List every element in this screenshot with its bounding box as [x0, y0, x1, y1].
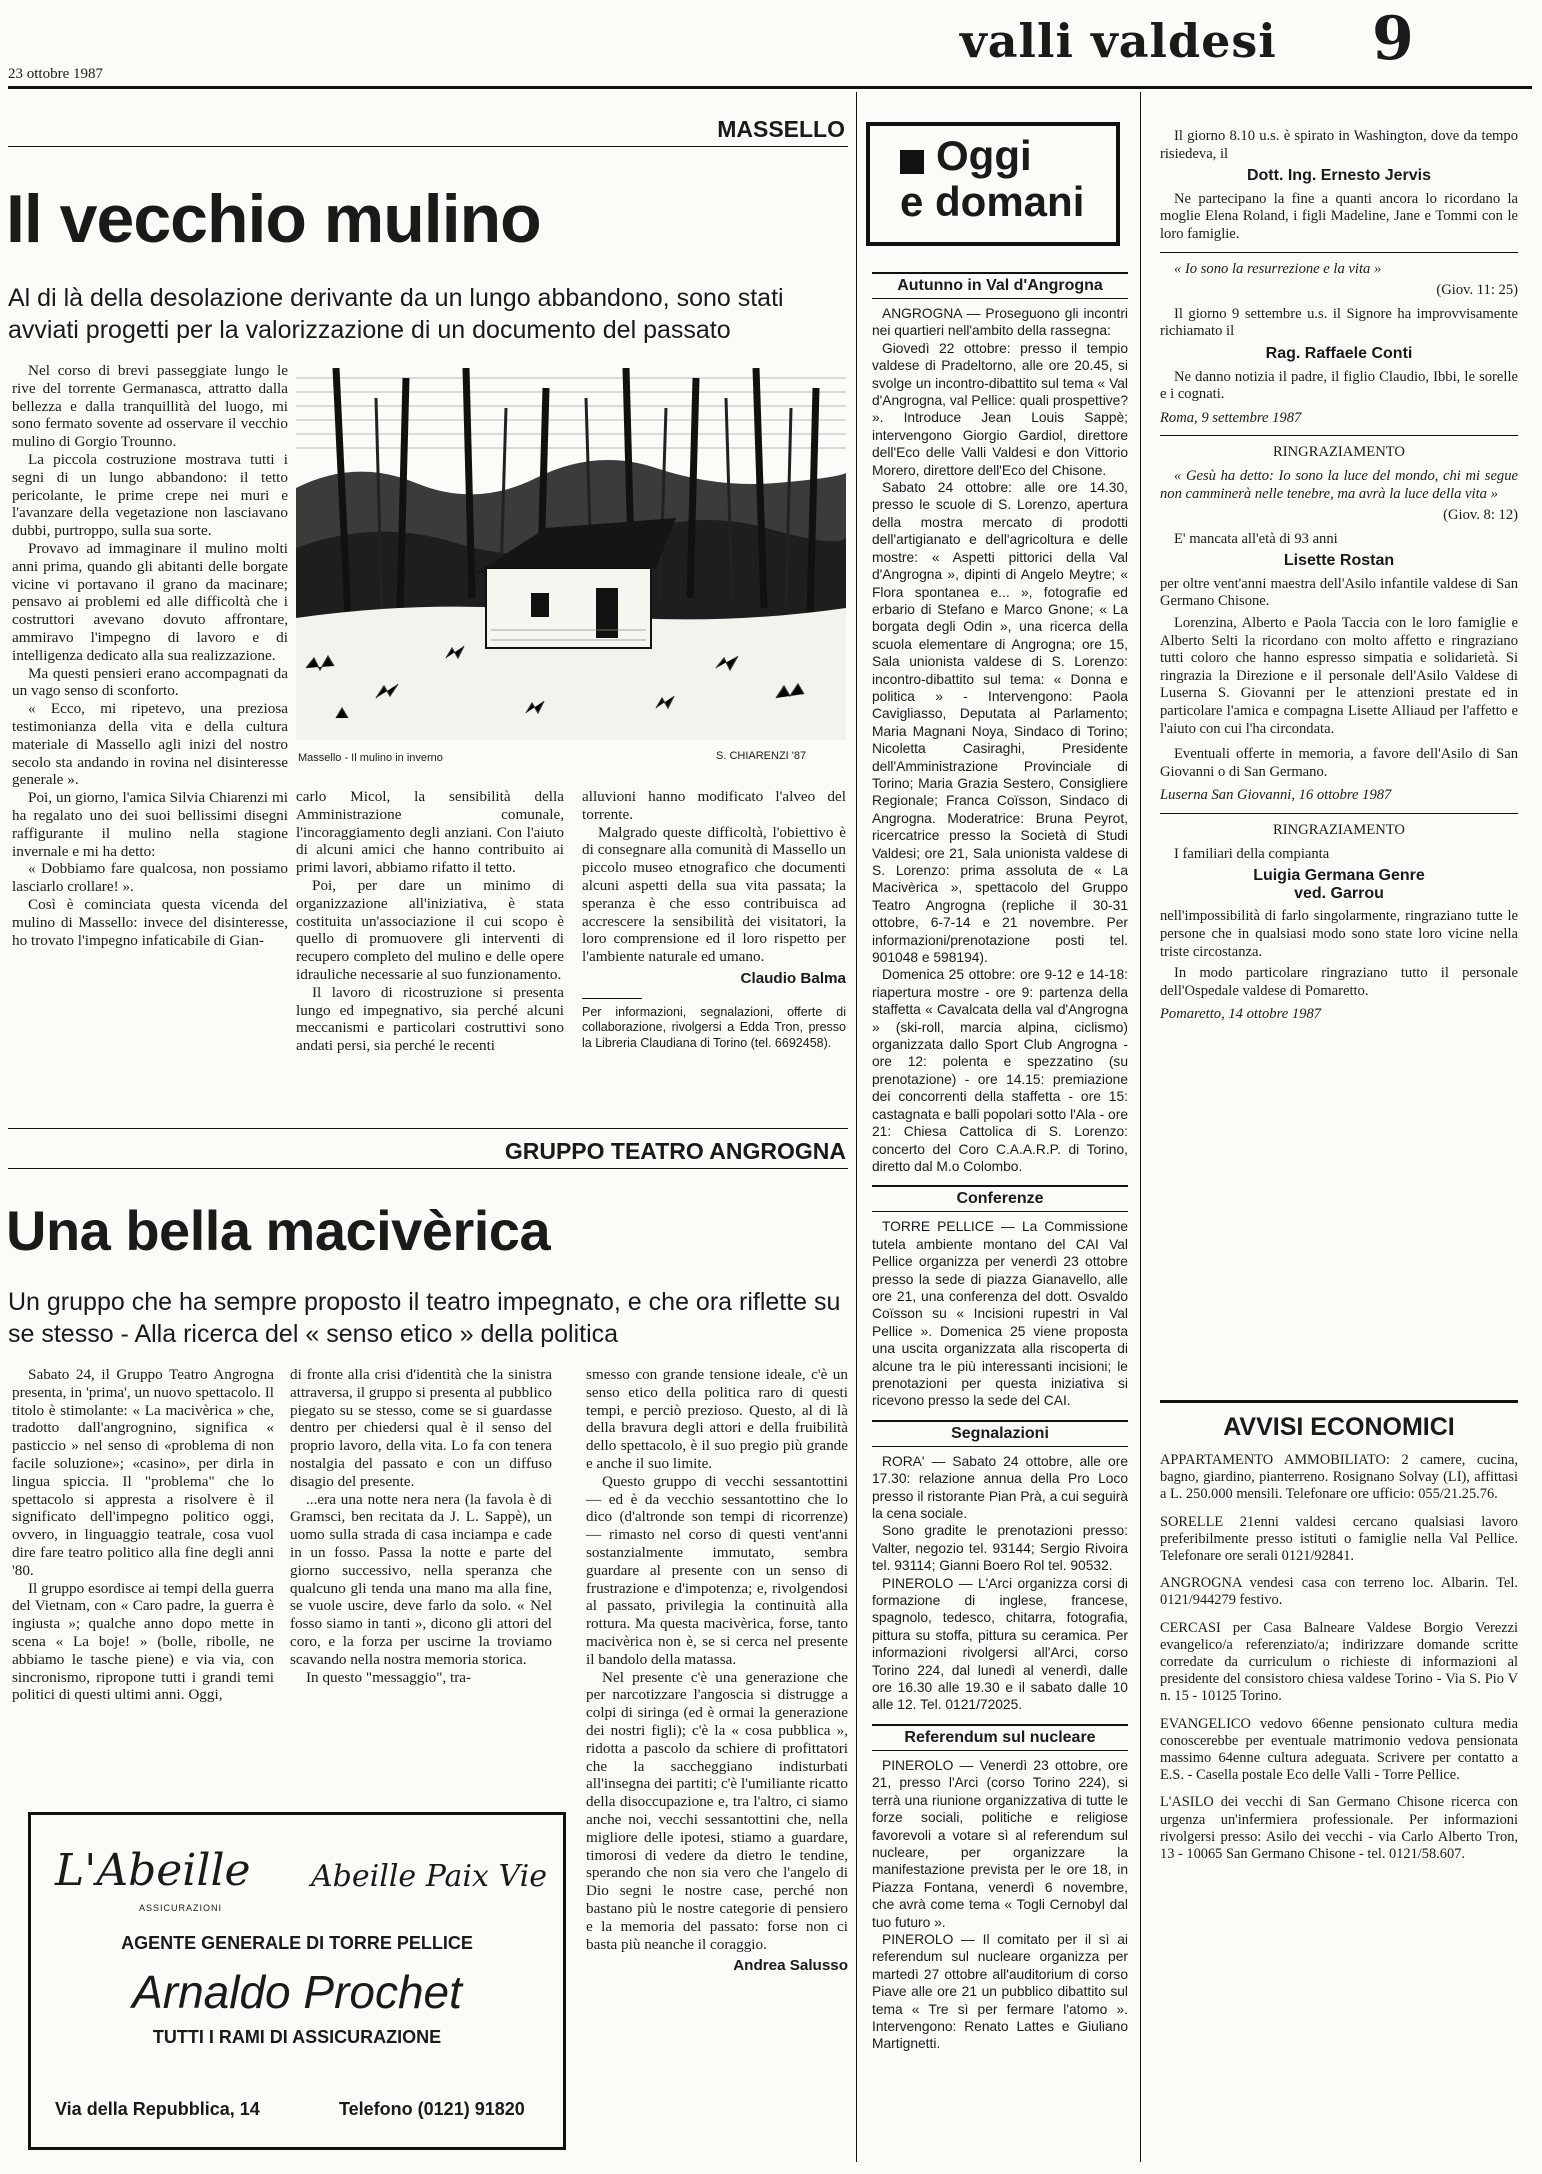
- notice4-text2: nell'impossibilità di farlo singolarmente, ringraziano tutte le persone che in qualsiasi modo sono state loro vicine nella triste circostanza.: [1160, 908, 1518, 960]
- classified-item: ANGROGNA vendesi casa con terreno loc. Albarin. Tel. 0121/944279 festivo.: [1160, 1575, 1518, 1609]
- paragraph: La piccola costruzione mostrava tutti i segni di un lungo abbandono: il tetto pericolante, le prime crepe nei muri e l'avanzare della vegetazione non lasciavano dubbi, purtroppo, sulla sua sorte.: [12, 450, 288, 540]
- paragraph: Sabato 24, il Gruppo Teatro Angrogna presenta, in 'prima', un nuovo spettacolo. Il titolo è stimolante: « La macivèrica » che, tradotto dall'angrognino, significa « pasticcio » nel senso di «problema di non facile soluzione»; «casino», per dirla in lingua spiccia. Il "problema" che lo spettacolo si appresta a risolvere è il significato dell'impegno politico oggi, ovvero, in linguaggio teatrale, cosa vuol dire fare teatro politico alla fine degli anni '80.: [12, 1366, 274, 1579]
- paper-title: valli valdesi: [960, 14, 1277, 68]
- notice2-quote: « Io sono la resurrezione e la vita »: [1174, 260, 1382, 277]
- classifieds-top-rule: [1160, 1400, 1518, 1403]
- agent-address: Via della Repubblica, 14: [55, 2099, 260, 2119]
- event-item: PINEROLO — Il comitato per il sì ai referendum sul nucleare organizza per martedì 27 ottobre all'auditorium di corso Piave alle ore 21 un pubblico dibattito sul tema « Tre sì per fermare l'atomo ». Intervengono: Renato Lattes e Giuliano Martignetti.: [872, 1931, 1128, 2052]
- event-item: Domenica 25 ottobre: ore 9-12 e 14-18: riapertura mostre - ore 9: partenza della staffetta « Cavalcata della val d'Angrogna » (ski-roll, marcia alpina, ciclismo) organizzata dallo Sport Club Angrogna - ore 12: polenta e spezzatino (su prenotazione) - ore 14.15: premiazione dei concorrenti della staffetta - ore 15: castagnata e balli popolari sotto l'Ala - ore 21: Chiesa Cattolica di S. Lorenzo: concerto del Coro C.A.A.R.P. di Torino, diretto dal M.o Colombo.: [872, 967, 1128, 1174]
- event-item: PINEROLO — Venerdì 23 ottobre, ore 21, presso l'Arci (corso Torino 224), si terrà una riunione organizzativa di tutte le forze sociali, politiche e religiose favorevoli a votare sì al referendum sul nucleare, per organizzare la manifestazione prevista per le ore 18, in Piazza Fontana, venerdì 6 novembre, che avrà come tema « Togli Cernobyl dal tuo futuro ».: [872, 1757, 1128, 1930]
- notice4-text3: In modo particolare ringraziano tutto il personale dell'Ospedale valdese di Pomaretto.: [1160, 965, 1518, 999]
- mill-illustration: [296, 368, 846, 768]
- paragraph: di fronte alla crisi d'identità che la sinistra attraversa, il gruppo si presenta al pubblico piegato su se stesso, come se si guardasse dentro per chiedersi qual è il senso del proprio lavoro, della vita. Lo fa con tenera nostalgia del passato e con un diffuso disagio del presente.: [290, 1366, 552, 1490]
- masthead-rule: [8, 86, 1532, 89]
- notices-column: [1160, 128, 1518, 1030]
- classifieds-list: [1160, 1452, 1518, 1863]
- paragraph: Ma questi pensieri erano accompagnati da un vago senso di sconforto.: [12, 664, 288, 700]
- section-head-referendum: Referendum sul nucleare: [872, 1724, 1128, 1751]
- notice-divider: [1160, 435, 1518, 436]
- notice4-name2: ved. Garrou: [1294, 884, 1384, 902]
- notice1-text: Il giorno 8.10 u.s. è spirato in Washington, dove da tempo risiedeva, il: [1160, 128, 1518, 162]
- paragraph: carlo Micol, la sensibilità della Amministrazione comunale, l'incoraggiamento degli anziani. Con l'aiuto di alcuni amici che hanno contribuito ai primi lavori, abbiamo rifatto il tetto.: [296, 788, 564, 877]
- classified-item: CERCASI per Casa Balneare Valdese Borgio Verezzi evangelico/a referenziato/a; indirizzare domande scritte corredate da curriculum o richieste di informazioni al presidente del consistoro chiesa valdese Torino - Via S. Pio V n. 15 - 10125 Torino.: [1160, 1619, 1518, 1705]
- notice-divider: [1160, 252, 1518, 253]
- notice4-place: Pomaretto, 14 ottobre 1987: [1160, 1006, 1322, 1023]
- article1-kicker-rule: [8, 146, 848, 147]
- article2-title: Una bella macivèrica: [6, 1199, 551, 1262]
- agent-services: TUTTI I RAMI DI ASSICURAZIONE: [152, 2027, 442, 2047]
- paragraph: « Dobbiamo fare qualcosa, non possiamo lasciarlo crollare! ».: [12, 860, 288, 896]
- event-item: ANGROGNA — Proseguono gli incontri nei quartieri nell'ambito della rassegna:: [872, 306, 1128, 339]
- article2-kicker: GRUPPO TEATRO ANGROGNA: [504, 1138, 846, 1164]
- note-rule: [582, 998, 642, 999]
- article2-col2: [290, 1366, 552, 1686]
- classified-item: SORELLE 21enni valdesi cercano qualsiasi lavoro preferibilmente presso istituti o famiglie nella Val Pellice. Telefonare ore serali 0121/92841.: [1160, 1513, 1518, 1565]
- paragraph: Questo gruppo di vecchi sessantottini — ed è da vecchio sessantottino che lo dico (d'altronde son tempi di ricorrenze) — rimasto nel corso di questi vent'anni sostanzialmente immutato, sembra guardare al presente con un senso di frustrazione e d'impotenza; e, rivolgendosi al passato, privilegia la continuità alla rottura. Ma questa macivèrica, forse, tanto macivèrica non è, se si cerca nel presente il bandolo della matassa.: [586, 1472, 848, 1668]
- notice2-ref: (Giov. 11: 25): [1436, 282, 1518, 299]
- article1-col1: [12, 362, 288, 949]
- paragraph: Il gruppo esordisce ai tempi della guerra del Vietnam, con « Caro padre, la guerra è ingiusta »; qualche anno dopo mette in scena « La boje! » (bolle, ribolle, ne abbiamo le tasche piene) e via via, con sincronismo, ripropone tutti i grandi temi politici di questi ultimi anni. Oggi,: [12, 1579, 274, 1704]
- paragraph: alluvioni hanno modificato l'alveo del torrente.: [582, 788, 846, 823]
- column-rule: [856, 92, 857, 2162]
- paragraph: Poi, un giorno, l'amica Silvia Chiarenzi mi ha regalato uno dei suoi bellissimi disegni raffigurante il mulino nella stagione invernale e mi ha detto:: [12, 789, 288, 860]
- events-title-2: e domani: [900, 178, 1085, 225]
- paragraph: « Ecco, mi ripetevo, una preziosa testimonianza della vita e della cultura materiale di Massello agli inizi del nostro secolo sta andando in rovina nel disinteresse generale ».: [12, 700, 288, 789]
- classified-item: EVANGELICO vedovo 66enne pensionato cultura media conoscerebbe per eventuale matrimonio vedova pensionata massimo 64enne cultura adeguata. Scrivere per contatto a E.S. - Casella postale Eco delle Valli - Torre Pellice.: [1160, 1715, 1518, 1784]
- illustration-signature: S. CHIARENZI '87: [716, 750, 807, 762]
- page-number: 9: [1372, 4, 1414, 74]
- notice4-name1: Luigia Germana Genre: [1253, 867, 1425, 885]
- section-segnalazioni: [872, 1453, 1128, 1714]
- article2-kicker-rule: [8, 1168, 848, 1169]
- notice3-text3: Lorenzina, Alberto e Paola Taccia con le loro famiglie e Alberto Selti la ricordano con molto affetto e ringraziano tutti coloro che hanno espresso simpatia e solidarietà. Si ringrazia la Direzione e il personale dell'Asilo Valdese di Luserna S. Giovanni per le attenzioni prestate ed in particolare l'amica e compagna Lisette Alliaud per l'affetto e l'aiuto con cui l'ha circondata.: [1160, 615, 1518, 737]
- section-referendum: [872, 1757, 1128, 2053]
- notice3-text2: per oltre vent'anni maestra dell'Asilo infantile valdese di San Germano Chisone.: [1160, 575, 1518, 610]
- column-rule-2: [1140, 92, 1141, 2162]
- notice3-text4: Eventuali offerte in memoria, a favore dell'Asilo di San Giovanni o di San Germano.: [1160, 746, 1518, 780]
- notice3-text: E' mancata all'età di 93 anni: [1174, 530, 1338, 547]
- paragraph: Provavo ad immaginare il mulino molti anni prima, quando gli abitanti delle borgate vicine vi portavano il grano da macinare; pensavo ai problemi ed alle difficoltà che i costruttori avevano dovuto affrontare, ammiravo l'impegno di lavoro e di intelligenza dedicato alla sua realizzazione.: [12, 539, 288, 664]
- box-square-icon: [900, 150, 924, 174]
- agent-line: AGENTE GENERALE DI TORRE PELLICE: [121, 1933, 473, 1953]
- notice4-text: I familiari della compianta: [1174, 845, 1330, 862]
- notice-divider: [1160, 813, 1518, 814]
- article1-col2: [296, 788, 564, 1055]
- article1-kicker: MASSELLO: [717, 116, 845, 142]
- event-item: TORRE PELLICE — La Commissione tutela ambiente montano del CAI Val Pellice organizza per venerdì 23 ottobre presso la sede di piazza Gianavello, alle ore 21, una conferenza del dott. Osvaldo Coïsson su « Incisioni rupestri in Val Pellice ». Domenica 25 viene proposta una uscita organizzata alla riscoperta di alcune tra le più interessanti incisioni; le prenotazioni per questa iniziativa si ricevono presso la sede del CAI.: [872, 1219, 1128, 1409]
- notice2-text2: Ne danno notizia il padre, il figlio Claudio, Ibbi, le sorelle e i cognati.: [1160, 368, 1518, 403]
- event-item: RORA' — Sabato 24 ottobre, alle ore 17.30: relazione annua della Pro Loco presso il ristorante Pian Prà, a cui seguirà la cena sociale.: [872, 1453, 1128, 1521]
- notice2-name: Rag. Raffaele Conti: [1265, 344, 1413, 362]
- article1-title: Il vecchio mulino: [6, 181, 541, 257]
- events-box-title: [866, 122, 1120, 246]
- section-head-conferenze: Conferenze: [872, 1185, 1128, 1212]
- article2-col3: [586, 1366, 848, 1975]
- section-head-angrogna: Autunno in Val d'Angrogna: [872, 272, 1128, 299]
- event-item: Sono gradite le prenotazioni presso: Valter, negozio tel. 93144; Sergio Rivoira tel. 93114; Gianni Boero Rol tel. 90532.: [872, 1523, 1128, 1574]
- classifieds-head: AVVISI ECONOMICI: [1223, 1413, 1455, 1441]
- article1-note: Per informazioni, segnalazioni, offerte di collaborazione, rivolgersi a Edda Tron, presso la Libreria Claudiana di Torino (tel. 6692458).: [582, 1004, 846, 1050]
- event-item: Sabato 24 ottobre: alle ore 14.30, presso le scuole di S. Lorenzo, apertura della mostra mercato di prodotti dell'artigianato e dell'agricoltura e delle mostre: « Aspetti pittorici della Val d'Angrogna », dipinti di Angelo Meytre; « Flora spontanea e... », fotografie ed erbario di Stefano e Marco Gnone; « La borgata degli Odin », una ricerca della scuola elementare di Angrogna; ore 15, Sala unionista valdese di S. Lorenzo: incontro-dibattito sul tema: « Donna e politica » - Intervengono: Paola Cavigliasso, Deputata al Parlamento; Maria Magnani Noya, Sindaco di Torino; Nicoletta Casiraghi, Presidente dell'Amministrazione Provinciale di Torino; Maria Grazia Sestero, Consigliere Regionale; Franca Coïsson, Sindaco di Angrogna. Moderatrice: Bruna Peyrot, ricercatrice presso la Società di Studi Valdesi; ore 21, Sala unionista valdese di S. Lorenzo: prima assoluta de « La Macivèrica », spettacolo del Gruppo Teatro Angrogna (repliche il 30-31 ottobre, 6-7-14 e 21 novembre. Per informazioni/prenotazione posti tel. 901048 e 598194).: [872, 480, 1128, 966]
- event-item: Giovedì 22 ottobre: presso il tempio valdese di Pradeltorno, alle ore 20.45, si svolge un incontro-dibattito sul tema « Val d'Angrogna, val Pellice: quali prospettive? ». Introduce Jean Louis Sappè; intervengono Giorgio Gardiol, direttore dell'Eco delle Valli Valdesi e don Vittorio Morero, direttore dell'Eco del Chisone.: [872, 340, 1128, 478]
- section-angrogna: [872, 305, 1128, 1175]
- notice3-ref: (Giov. 8: 12): [1443, 507, 1518, 524]
- notice3-quote: « Gesù ha detto: Io sono la luce del mondo, chi mi segue non camminerà nelle tenebre, ma avrà la luce della vita »: [1160, 467, 1518, 502]
- classifieds: [1160, 1400, 1518, 1873]
- abeille-logo-sub: ASSICURAZIONI: [139, 1903, 223, 1913]
- notice3-head: RINGRAZIAMENTO: [1273, 444, 1405, 461]
- notice2-text: Il giorno 9 settembre u.s. il Signore ha improvvisamente richiamato il: [1160, 305, 1518, 340]
- paragraph: smesso con grande tensione ideale, c'è un senso etico della politica raro di questi tempi, e perciò prezioso. Questo, al di là della bravura degli attori e della fruibilità dello spettacolo, è il suo pregio più grande e anche il suo limite.: [586, 1366, 848, 1472]
- notice1-text2: Ne partecipano la fine a quanti ancora lo ricordano la moglie Elena Roland, i figli Madeline, Jane e Tommi con le loro famiglie.: [1160, 190, 1518, 242]
- notice2-place: Roma, 9 settembre 1987: [1160, 409, 1302, 426]
- paragraph: Così è cominciata questa vicenda del mulino di Massello: invece del disinteresse, ho trovato l'impegno infaticabile di Gian-: [12, 895, 288, 949]
- notice3-place: Luserna San Giovanni, 16 ottobre 1987: [1160, 787, 1392, 804]
- event-item: PINEROLO — L'Arci organizza corsi di formazione di inglese, francese, spagnolo, tedesco, chitarra, fotografia, pittura su stoffa, pittura su ceramica. Per informazioni rivolgersi all'Arci, corso Torino 224, dal lunedì al venerdì, dalle ore 16.30 alle 19.30 e il sabato dalle 10 alle 12. Tel. 0121/72025.: [872, 1575, 1128, 1713]
- paragraph: Nel presente c'è una generazione che per narcotizzare l'angoscia si distrugge a colpi di siringa (ed è ormai la generazione dei nostri figli); c'è la « cosa pubblica », ridotta a pascolo da schiere di profittatori che la saccheggiano indisturbati all'insegna dei partiti; c'è l'umiliante ricatto della disoccupazione e, tra l'altro, ci siamo anche noi, vecchi sessantottini che, nella migliore delle ipotesi, stiamo a guardare, timorosi di vedere da dietro le tendine, sperando che non sia vero che l'angelo di Dio segni le nostre case, perché non bastano più le nostre categorie di pensiero e la memoria del passato: forse non ci basta più neanche il coraggio.: [586, 1668, 848, 1953]
- issue-date: 23 ottobre 1987: [8, 66, 103, 82]
- paragraph: Il lavoro di ricostruzione si presenta lungo ed impegnativo, sia perché alcuni meccanismi e particolari costruttivi sono andati persi, sia perché le recenti: [296, 983, 564, 1055]
- insurance-advert: [28, 1812, 566, 2150]
- paragraph: Nel corso di brevi passeggiate lungo le rive del torrente Germanasca, attratto dalla bellezza e dalla tranquillità del luogo, mi sono fermato sovente ad osservare il vecchio mulino di Gorgio Trounno.: [12, 362, 288, 451]
- mill-drawing: [296, 368, 846, 740]
- agent-name: Arnaldo Prochet: [132, 1966, 462, 2018]
- article2-col1: [12, 1366, 274, 1704]
- abeille-logo: L'Abeille: [55, 1845, 251, 1896]
- article2-author: Andrea Salusso: [733, 1957, 848, 1975]
- classified-item: APPARTAMENTO AMMOBILIATO: 2 camere, cucina, bagno, giardino, pianterreno. Rosignano Solvay (LI), affittasi a L. 250.000 mensili. Telefonare ore ufficio: 055/21.25.76.: [1160, 1452, 1518, 1503]
- events-column: [872, 272, 1128, 2053]
- article-separator: [8, 1128, 848, 1129]
- article1-subtitle: Al di là della desolazione derivante da un lungo abbandono, sono stati avviati progetti per la valorizzazione di un documento del passato: [8, 284, 784, 344]
- article2-subtitle: Un gruppo che ha sempre proposto il teatro impegnato, e che ora riflette su se stesso - Alla ricerca del « senso etico » della politica: [8, 1288, 841, 1348]
- events-title-1: Oggi: [936, 132, 1032, 179]
- illustration-caption: Massello - Il mulino in inverno: [298, 752, 443, 764]
- notice1-name: Dott. Ing. Ernesto Jervis: [1246, 167, 1432, 185]
- section-conferenze: [872, 1218, 1128, 1409]
- agent-phone: Telefono (0121) 91820: [339, 2099, 525, 2119]
- paragraph: ...era una notte nera nera (la favola è di Gramsci, ben recitata da J. L. Sappè), un uomo sulla strada di casa inciampa e cade in un fosso. Passa la notte e parte del giorno successivo, nella speranza che qualcuno gli tenda una mano ma alla fine, se vuole uscire, deve farlo da solo. « Nel fosso siamo in tanti », dicono gli attori del coro, e la forza per uscirne la troviamo scavando nella nostra memoria storica.: [290, 1490, 552, 1668]
- abeille-paix-vie-logo: Abeille Paix Vie: [311, 1859, 547, 1894]
- paragraph: In questo "messaggio", tra-: [306, 1668, 472, 1686]
- paragraph: Poi, per dare un minimo di organizzazione all'iniziativa, è stata costituita un'associazione il cui scopo è quello di promuovere gli interventi di recupero completo del mulino e delle opere idrauliche necessarie al suo funzionamento.: [296, 876, 564, 983]
- paragraph: Malgrado queste difficoltà, l'obiettivo è di consegnare alla comunità di Massello un piccolo museo etnografico che documenti alcuni aspetti della sua vita passata; la speranza è che esso contribuisca ad accrescere la sensibilità dei visitatori, la loro comprensione ed il loro rispetto per l'ambiente naturale ed umano.: [582, 823, 846, 966]
- notice4-head: RINGRAZIAMENTO: [1273, 822, 1405, 838]
- article1-author: Claudio Balma: [740, 969, 846, 987]
- article1-col3: [582, 788, 846, 1051]
- notice3-name: Lisette Rostan: [1283, 552, 1395, 570]
- section-head-segnalazioni: Segnalazioni: [872, 1420, 1128, 1447]
- classified-item: L'ASILO dei vecchi di San Germano Chisone ricerca con urgenza un'infermiera professionale. Per informazioni rivolgersi presso: Asilo dei vecchi - via Carlo Alberto Tron, 13 - 10065 San Germano Chisone - tel. 0121/58.607.: [1160, 1794, 1518, 1863]
